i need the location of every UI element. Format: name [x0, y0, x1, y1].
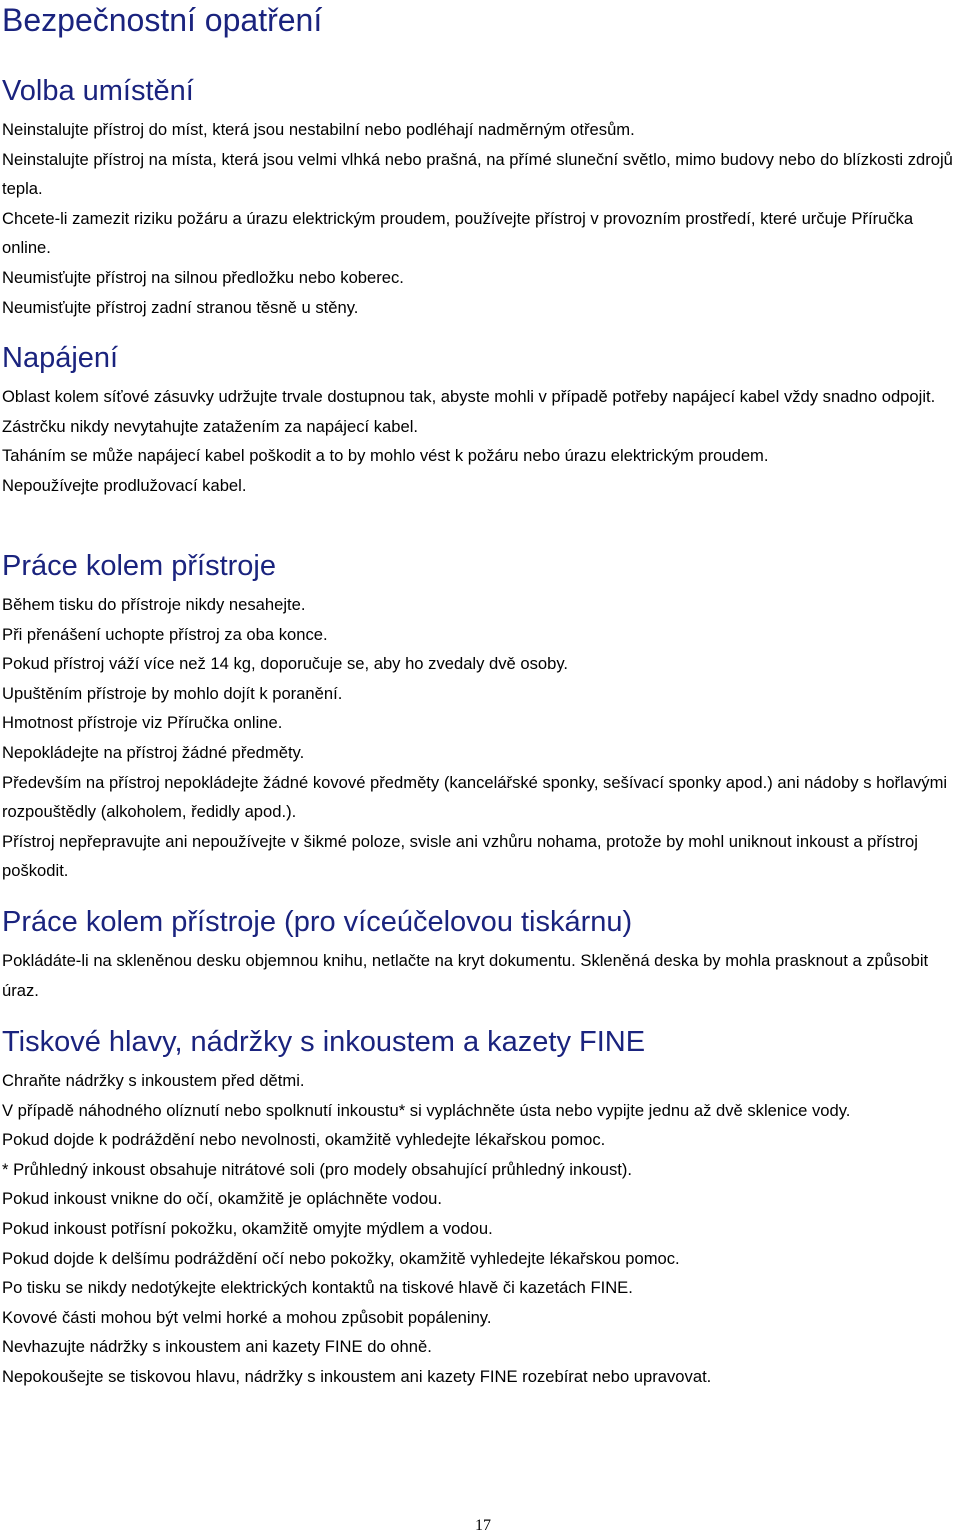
section-heading: Volba umístění	[2, 75, 194, 107]
page-title: Bezpečnostní opatření	[2, 2, 323, 38]
paragraph: Taháním se může napájecí kabel poškodit a to by mohlo vést k požáru nebo úrazu elektrickým proudem.	[2, 446, 769, 466]
paragraph: Neinstalujte přístroj do míst, která jsou nestabilní nebo podléhají nadměrným otřesům.	[2, 120, 635, 139]
paragraph: Hmotnost přístroje viz Příručka online.	[2, 713, 283, 733]
paragraph: Upuštěním přístroje by mohlo dojít k poranění.	[2, 683, 343, 703]
section-heading: Napájení	[2, 342, 119, 374]
section-body	[0, 382, 960, 500]
paragraph: Nepoužívejte prodlužovací kabel.	[2, 475, 247, 495]
paragraph: Přístroj nepřepravujte ani nepoužívejte v šikmé poloze, svisle ani vzhůru nohama, protože by mohl uniknout inkoust a přístroj poškodit.	[2, 831, 918, 881]
paragraph: Pokládáte-li na skleněnou desku objemnou knihu, netlačte na kryt dokumentu. Skleněná deska by mohla prasknout a způsobit úraz.	[2, 951, 929, 1000]
section-prace-kolem-pristroje	[0, 548, 960, 886]
section-body	[0, 946, 960, 1005]
paragraph: Pokud inkoust vnikne do očí, okamžitě je opláchněte vodou.	[2, 1189, 443, 1209]
paragraph: Především na přístroj nepokládejte žádné kovové předměty (kancelářské sponky, sešívací sponky apod.) ani nádoby s hořlavými rozpouštědly (alkoholem, ředidly apod.).	[2, 772, 948, 822]
page-number: 17	[475, 1517, 491, 1534]
paragraph: Pokud přístroj váží více než 14 kg, doporučuje se, aby ho zvedaly dvě osoby.	[2, 654, 569, 674]
section-body	[0, 1066, 960, 1392]
paragraph: Zástrčku nikdy nevytahujte zatažením za napájecí kabel.	[2, 416, 418, 436]
paragraph: Nevhazujte nádržky s inkoustem ani kazety FINE do ohně.	[2, 1337, 432, 1357]
section-tiskove-hlavy	[0, 1024, 960, 1392]
paragraph: Při přenášení uchopte přístroj za oba konce.	[2, 624, 328, 644]
paragraph: Kovové části mohou být velmi horké a mohou způsobit popáleniny.	[2, 1307, 492, 1327]
paragraph: Nepokládejte na přístroj žádné předměty.	[2, 742, 305, 762]
paragraph: Neumisťujte přístroj zadní stranou těsně u stěny.	[2, 297, 359, 317]
paragraph: * Průhledný inkoust obsahuje nitrátové soli (pro modely obsahující průhledný inkoust).	[2, 1159, 632, 1179]
paragraph: Nepokoušejte se tiskovou hlavu, nádržky s inkoustem ani kazety FINE rozebírat nebo upravovat.	[2, 1366, 712, 1386]
paragraph: V případě náhodného olíznutí nebo spolknutí inkoustu* si vypláchněte ústa nebo vypijte jednu až dvě sklenice vody.	[2, 1100, 851, 1120]
section-heading: Tiskové hlavy, nádržky s inkoustem a kazety FINE	[2, 1026, 646, 1058]
paragraph: Chraňte nádržky s inkoustem před dětmi.	[2, 1071, 305, 1090]
paragraph: Chcete-li zamezit riziku požáru a úrazu elektrickým proudem, používejte přístroj v provozním prostředí, které určuje Příručka online.	[2, 208, 914, 258]
section-body	[0, 115, 960, 322]
paragraph: Pokud dojde k delšímu podráždění očí nebo pokožky, okamžitě vyhledejte lékařskou pomoc.	[2, 1248, 680, 1268]
paragraph: Neumisťujte přístroj na silnou předložku nebo koberec.	[2, 267, 404, 287]
section-heading: Práce kolem přístroje	[2, 550, 276, 582]
paragraph: Po tisku se nikdy nedotýkejte elektrických kontaktů na tiskové hlavě či kazetách FINE.	[2, 1278, 633, 1298]
section-volba-umisteni	[0, 73, 960, 322]
section-prace-kolem-pristroje-viceucelova	[0, 904, 960, 1005]
paragraph: Pokud dojde k podráždění nebo nevolnosti, okamžitě vyhledejte lékařskou pomoc.	[2, 1130, 606, 1150]
section-heading: Práce kolem přístroje (pro víceúčelovou tiskárnu)	[2, 906, 633, 938]
paragraph: Pokud inkoust potřísní pokožku, okamžitě omyjte mýdlem a vodou.	[2, 1218, 493, 1238]
paragraph: Během tisku do přístroje nikdy nesahejte.	[2, 595, 306, 614]
section-body	[0, 590, 960, 886]
paragraph: Neinstalujte přístroj na místa, která jsou velmi vlhká nebo prašná, na přímé sluneční světlo, mimo budovy nebo do blízkosti zdrojů tepla.	[2, 149, 953, 199]
section-napajeni	[0, 340, 960, 500]
paragraph: Oblast kolem síťové zásuvky udržujte trvale dostupnou tak, abyste mohli v případě potřeby napájecí kabel vždy snadno odpojit.	[2, 387, 936, 406]
